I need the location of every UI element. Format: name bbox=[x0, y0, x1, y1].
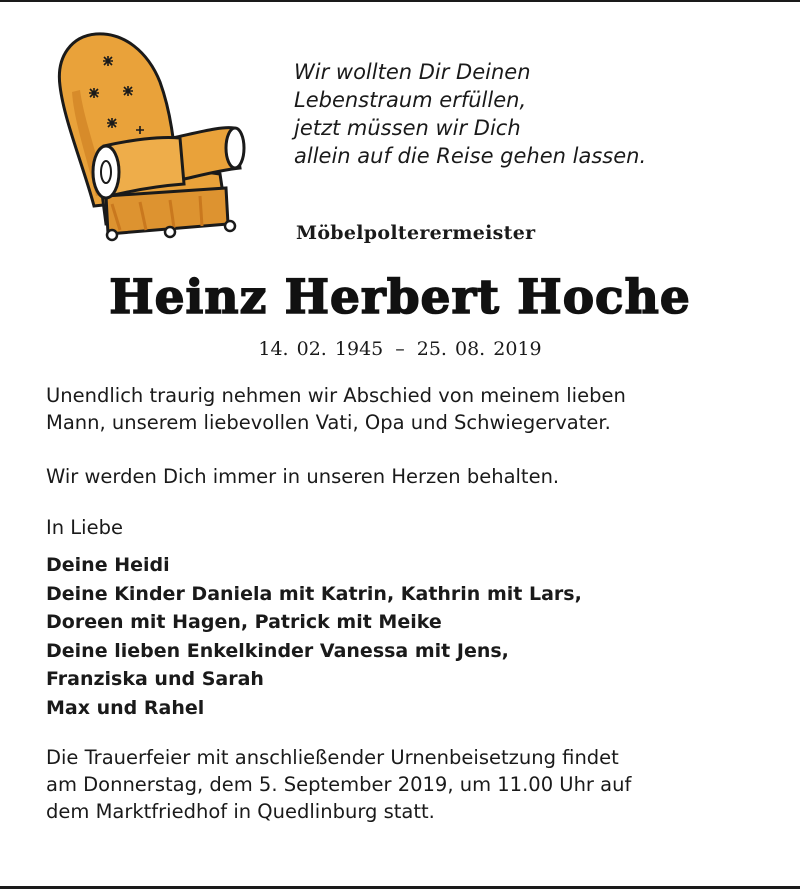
ceremony-line: am Donnerstag, dem 5. September 2019, um 11.00 Uhr auf bbox=[46, 773, 632, 796]
armchair-icon bbox=[50, 28, 250, 243]
profession: Möbelpolterermeister bbox=[296, 222, 536, 244]
signer-line: Max und Rahel bbox=[46, 696, 205, 719]
signer-line: Doreen mit Hagen, Patrick mit Meike bbox=[46, 611, 442, 633]
deceased-name: Heinz Herbert Hoche bbox=[109, 270, 691, 325]
signer-line: Deine lieben Enkelkinder Vanessa mit Jens, bbox=[46, 639, 509, 662]
birth-date: 14. 02. 1945 bbox=[258, 338, 384, 360]
poem-line: Lebenstraum erfüllen, bbox=[294, 88, 527, 112]
death-date: 25. 08. 2019 bbox=[416, 338, 542, 360]
ceremony-line: dem Marktfriedhof in Quedlinburg statt. bbox=[46, 800, 435, 823]
life-dates bbox=[0, 338, 800, 360]
ceremony-line: Die Trauerfeier mit anschließender Urnenbeisetzung findet bbox=[46, 746, 619, 769]
farewell-line: Mann, unserem liebevollen Vati, Opa und Schwiegervater. bbox=[46, 411, 611, 434]
memory-text: Wir werden Dich immer in unseren Herzen behalten. bbox=[46, 465, 560, 488]
farewell-text bbox=[46, 382, 776, 436]
farewell-line: Unendlich traurig nehmen wir Abschied von meinem lieben bbox=[46, 384, 626, 407]
in-love-text: In Liebe bbox=[46, 516, 123, 539]
signer-line: Deine Heidi bbox=[46, 554, 170, 576]
signer-line: Deine Kinder Daniela mit Katrin, Kathrin mit Lars, bbox=[46, 582, 582, 605]
notice-body bbox=[46, 382, 776, 825]
ceremony-text bbox=[46, 744, 776, 825]
date-dash: – bbox=[395, 338, 405, 360]
poem bbox=[294, 58, 646, 170]
poem-line: allein auf die Reise gehen lassen. bbox=[294, 144, 647, 168]
signers-list bbox=[46, 551, 776, 722]
poem-line: jetzt müssen wir Dich bbox=[294, 116, 521, 140]
signer-line: Franziska und Sarah bbox=[46, 668, 264, 690]
poem-line: Wir wollten Dir Deinen bbox=[294, 60, 531, 84]
